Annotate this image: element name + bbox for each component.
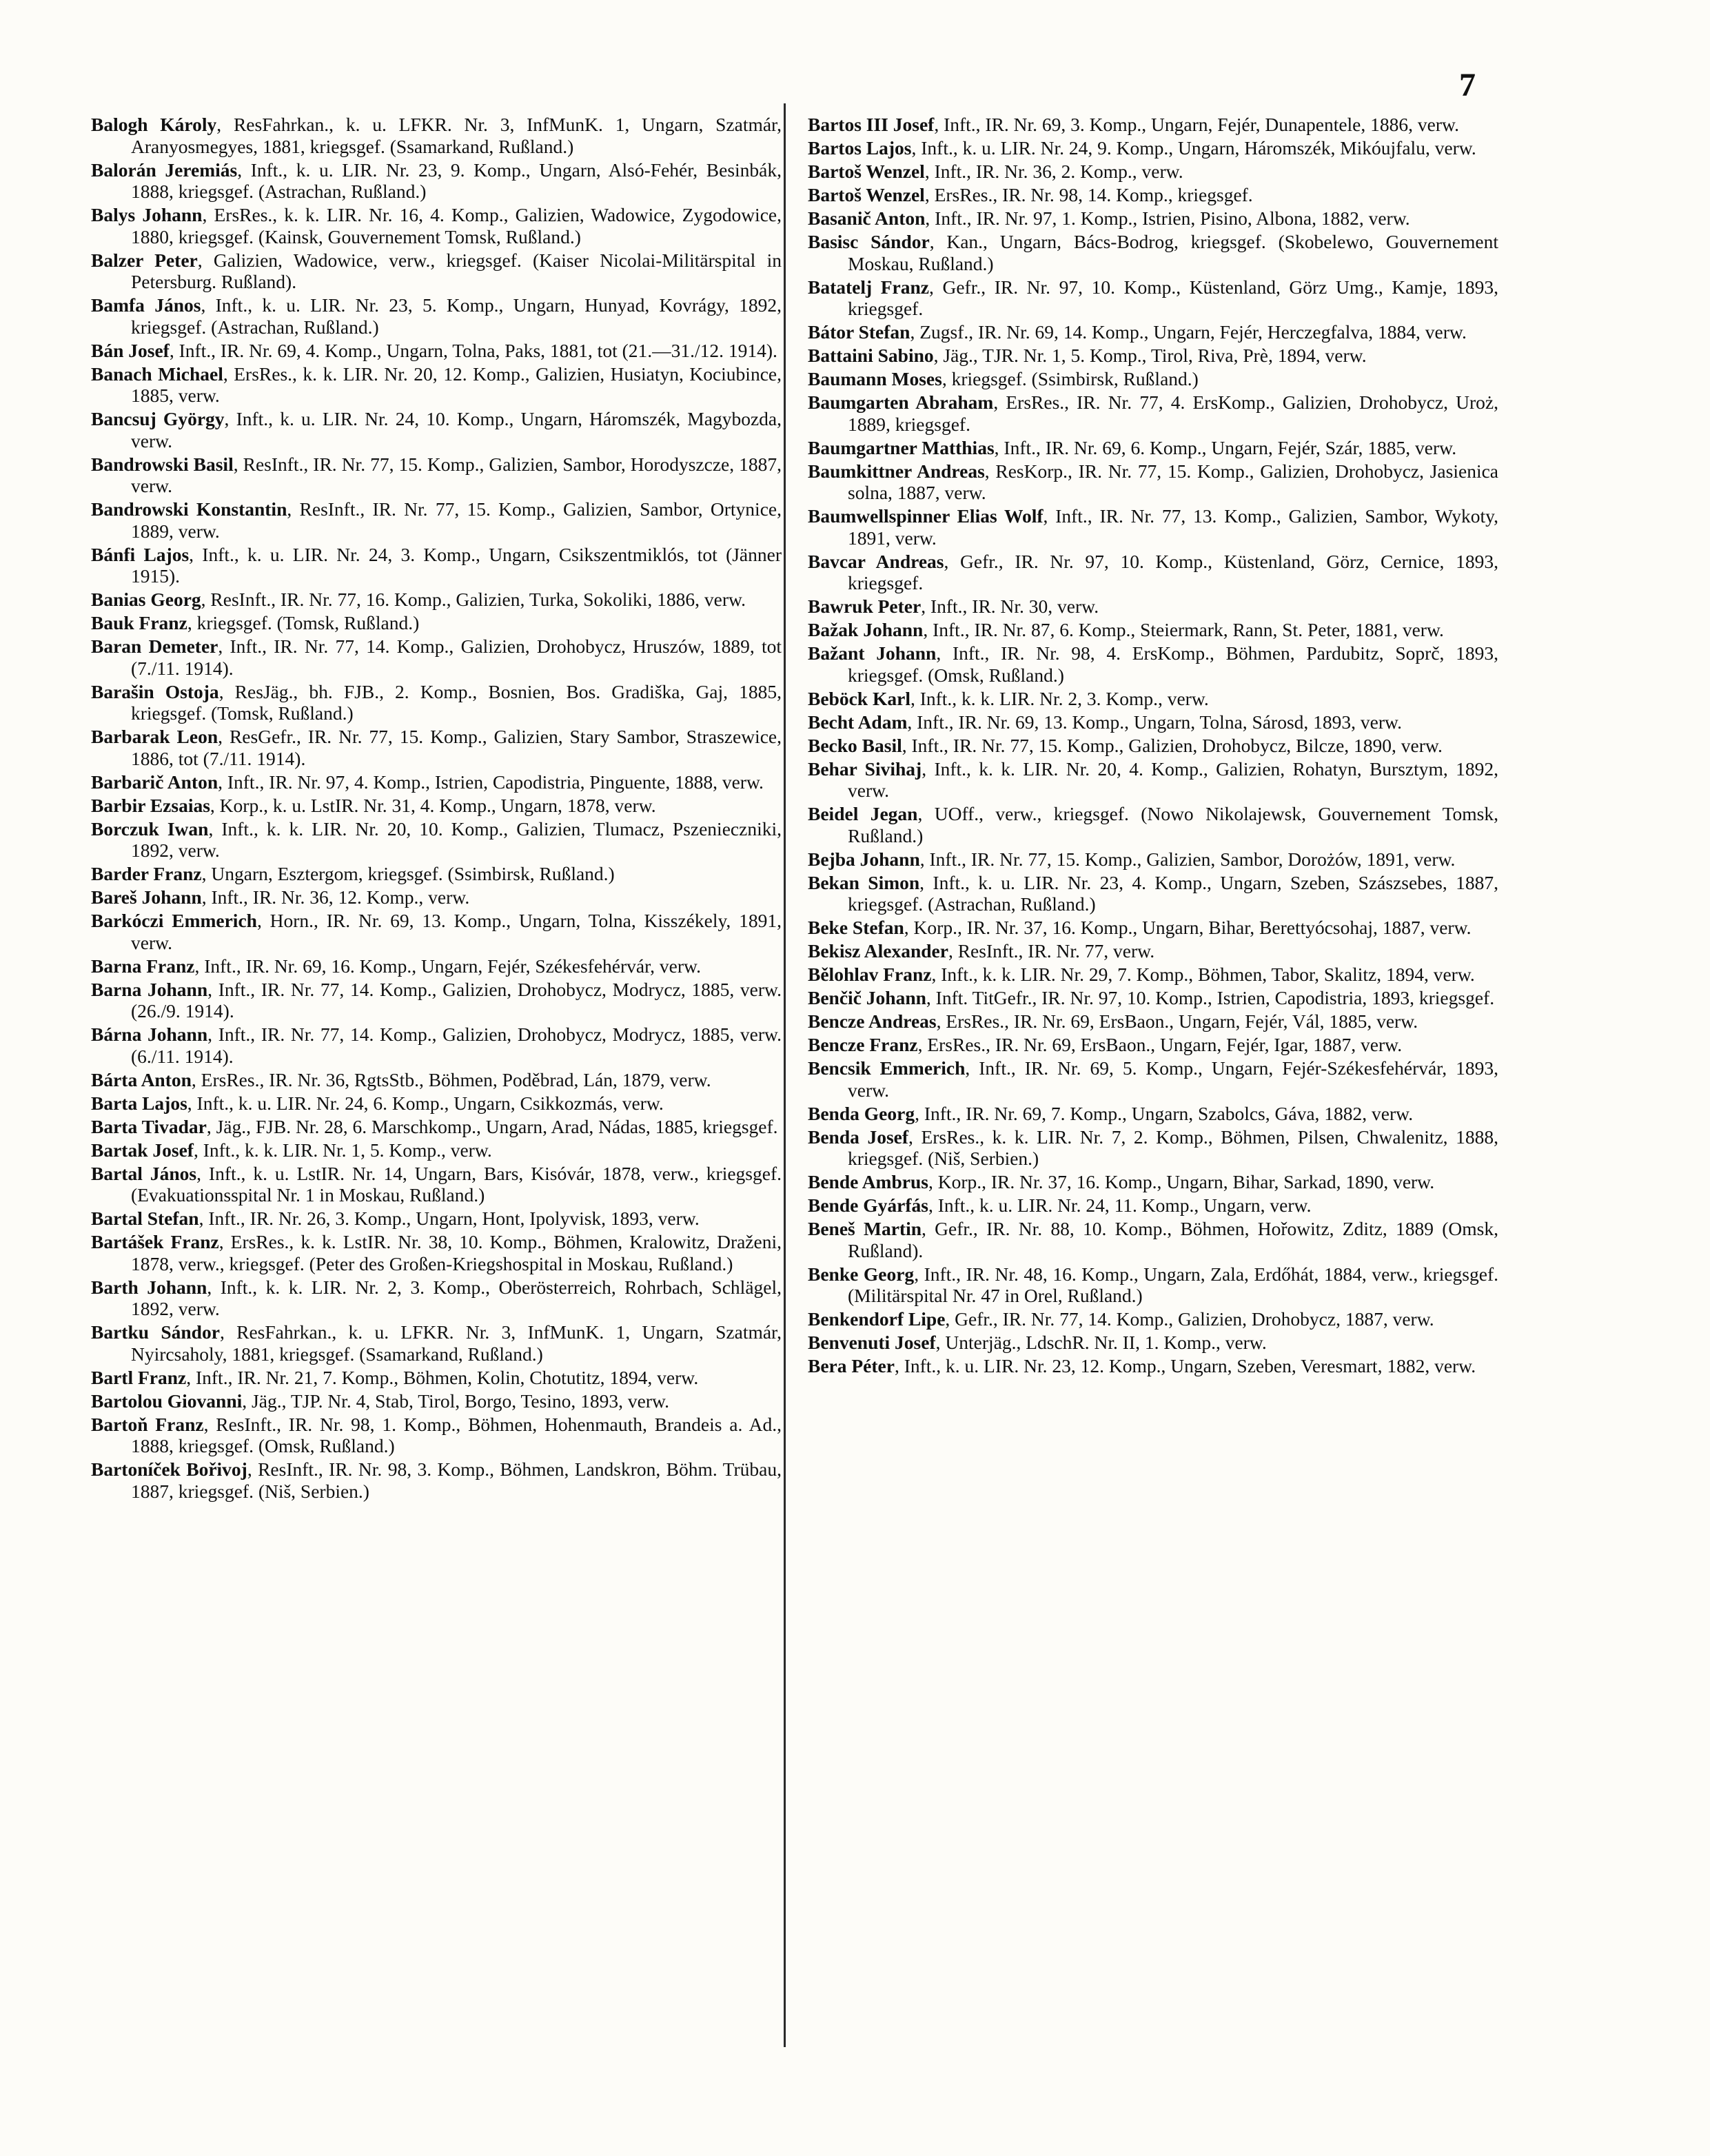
entry-name: Becht Adam [808,711,908,733]
register-entry [808,345,1498,367]
entry-details: , ErsRes., IR. Nr. 69, ErsBaon., Ungarn, Fejér, Igar, 1887, verw. [917,1034,1403,1055]
register-entry [91,159,782,203]
entry-details: , Inft., k. u. LIR. Nr. 24, 9. Komp., Ungarn, Háromszék, Mikóujfalu, verw. [911,137,1476,159]
register-entry [808,917,1498,939]
entry-details: , Korp., IR. Nr. 37, 16. Komp., Ungarn, Bihar, Sarkad, 1890, verw. [928,1171,1435,1192]
entry-name: Bárna Johann [91,1024,208,1045]
register-entry [91,886,782,908]
entry-name: Benke Georg [808,1263,915,1285]
register-entry [808,460,1498,504]
register-entry [808,137,1498,159]
entry-details: , Inft., k. u. LIR. Nr. 23, 5. Komp., Ungarn, Hunyad, Kovrágy, 1892, kriegsgef. (Astrachan, Rußland.) [131,294,782,338]
entry-name: Bamfa János [91,294,201,316]
register-entry [808,848,1498,871]
entry-name: Bende Ambrus [808,1171,928,1192]
entry-details: , Jäg., FJB. Nr. 28, 6. Marschkomp., Ungarn, Arad, Nádas, 1885, kriegsgef. [206,1115,778,1137]
entry-name: Balys Johann [91,204,203,225]
register-entry [91,726,782,769]
register-entry [808,231,1498,274]
entry-name: Borczuk Iwan [91,817,209,840]
entry-details: , ErsRes., IR. Nr. 36, RgtsStb., Böhmen, Poděbrad, Lán, 1879, verw. [191,1068,711,1090]
entry-name: Bartos Lajos [808,137,912,159]
entry-details: , ResInft., IR. Nr. 77, verw. [948,940,1155,962]
entry-details: , Inft., k. u. LIR. Nr. 23, 12. Komp., Ungarn, Szeben, Veresmart, 1882, verw. [894,1355,1476,1376]
register-entry [91,1069,782,1091]
entry-name: Barašin Ostoja [91,680,219,702]
entry-name: Behar Sivihaj [808,757,922,780]
register-entry [808,964,1498,986]
entry-name: Bartos III Josef [808,114,935,135]
entry-details: , Inft., IR. Nr. 77, 15. Komp., Galizien, Drohobycz, Bilcze, 1890, verw. [902,734,1443,756]
entry-name: Bartal Stefan [91,1208,199,1229]
entry-details: , Inft., k. k. LIR. Nr. 2, 3. Komp., verw. [910,687,1209,709]
register-entry [808,1218,1498,1261]
entry-details: , Unterjäg., LdschR. Nr. II, 1. Komp., verw. [935,1332,1267,1353]
entry-name: Bažant Johann [808,642,937,664]
register-entry [91,1414,782,1457]
register-entry [91,681,782,724]
entry-name: Barbarič Anton [91,771,218,793]
entry-details: , Inft., k. u. LIR. Nr. 24, 11. Komp., Ungarn, verw. [928,1194,1312,1216]
entry-name: Barna Johann [91,978,208,1000]
entry-details: , Inft., IR. Nr. 69, 4. Komp., Ungarn, Tolna, Paks, 1881, tot (21.—31./12. 1914). [169,339,777,361]
entry-name: Bartoníček Bořivoj [91,1458,247,1480]
register-entry [808,368,1498,390]
entry-name: Bartku Sándor [91,1321,220,1343]
entry-name: Banias Georg [91,589,201,610]
entry-name: Bán Josef [91,339,170,361]
entry-details: , Gefr., IR. Nr. 97, 10. Komp., Küstenland, Görz Umg., Kamje, 1893, kriegsgef. [848,276,1498,319]
entry-name: Barta Tivadar [91,1115,207,1137]
register-entry [808,758,1498,802]
register-entry [808,207,1498,230]
register-entry [91,979,782,1022]
entry-details: , Inft., k. u. LIR. Nr. 23, 4. Komp., Ungarn, Szeben, Szászsebes, 1887, kriegsgef. (Astrachan, Rußland.) [848,871,1498,915]
entry-name: Baumgarten Abraham [808,391,994,413]
entry-details: , Horn., IR. Nr. 69, 13. Komp., Ungarn, Tolna, Kisszékely, 1891, verw. [131,910,782,953]
entry-details: , ResInft., IR. Nr. 77, 16. Komp., Galizien, Turka, Sokoliki, 1886, verw. [201,589,746,610]
entry-name: Baran Demeter [91,635,218,657]
register-entry [808,184,1498,206]
entry-details: , Inft., k. k. LIR. Nr. 20, 10. Komp., Galizien, Tlumacz, Pszenieczniki, 1892, verw. [131,817,782,861]
register-entry [91,294,782,338]
entry-details: , Galizien, Wadowice, verw., kriegsgef. (Kaiser Nicolai-Militärspital in Petersburg. Rußland). [131,249,782,292]
entry-details: , ErsRes., k. k. LIR. Nr. 7, 2. Komp., Böhmen, Pilsen, Chwalenitz, 1888, kriegsgef. (Niš, Serbien.) [848,1126,1498,1169]
entry-details: , Inft., IR. Nr. 30, verw. [921,596,1099,617]
register-entry [808,276,1498,320]
entry-name: Baumgartner Matthias [808,436,995,458]
register-entry [91,1208,782,1230]
entry-details: , Inft. TitGefr., IR. Nr. 97, 10. Komp., Istrien, Capodistria, 1893, kriegsgef. [926,987,1495,1008]
register-entry [808,1010,1498,1033]
register-entry [91,250,782,293]
entry-name: Bartoš Wenzel [808,161,925,182]
entry-name: Bejba Johann [808,848,920,870]
register-entry [808,161,1498,183]
entry-name: Bartal János [91,1162,197,1184]
entry-name: Bartoň Franz [91,1413,204,1435]
entry-details: , Inft., IR. Nr. 77, 13. Komp., Galizien, Sambor, Wykoty, 1891, verw. [848,505,1499,549]
entry-details: , Inft., IR. Nr. 77, 15. Komp., Galizien, Sambor, Dorożów, 1891, verw. [919,848,1456,870]
entry-name: Bavcar Andreas [808,550,944,572]
entry-details: , ResFahrkan., k. u. LFKR. Nr. 3, InfMunK. 1, Ungarn, Szatmár, Nyircsaholy, 1881, kriegsgef. (Ssamarkand, Rußland.) [131,1321,782,1365]
entry-details: , kriegsgef. (Ssimbirsk, Rußland.) [941,368,1199,389]
register-entry [91,1390,782,1412]
register-entry [808,391,1498,435]
register-entry [91,498,782,542]
register-entry [808,1103,1498,1125]
entry-details: , ErsRes., IR. Nr. 77, 4. ErsKomp., Galizien, Drohobycz, Uroż, 1889, kriegsgef. [848,391,1499,435]
register-entry [91,340,782,362]
entry-details: , ResInft., IR. Nr. 77, 15. Komp., Galizien, Sambor, Horodyszcze, 1887, verw. [131,453,782,496]
register-entry [808,688,1498,710]
entry-name: Bawruk Peter [808,596,922,617]
entry-name: Benkendorf Lipe [808,1308,946,1330]
register-entry [808,596,1498,618]
register-entry [808,1126,1498,1170]
entry-details: , ResGefr., IR. Nr. 77, 15. Komp., Galizien, Stary Sambor, Straszewice, 1886, tot (7./11. 1914). [131,726,782,769]
register-entry [91,910,782,953]
register-entry [91,771,782,793]
register-entry [91,1024,782,1067]
entry-name: Baumkittner Andreas [808,460,985,482]
entry-details: , Inft., k. k. LIR. Nr. 1, 5. Komp., verw. [193,1139,492,1161]
entry-details: , Inft., IR. Nr. 87, 6. Komp., Steiermark, Rann, St. Peter, 1881, verw. [923,619,1444,640]
entry-name: Battaini Sabino [808,345,934,366]
entry-details: , ResInft., IR. Nr. 98, 3. Komp., Böhmen, Landskron, Böhm. Trübau, 1887, kriegsgef. (Niš, Serbien.) [131,1458,782,1502]
entry-name: Barbir Ezsaias [91,794,210,816]
entry-name: Becko Basil [808,734,902,756]
entry-details: , Inft., IR. Nr. 69, 13. Komp., Ungarn, Tolna, Sárosd, 1893, verw. [907,711,1402,733]
entry-name: Bauk Franz [91,612,187,633]
entry-details: , Inft., k. k. LIR. Nr. 29, 7. Komp., Böhmen, Tabor, Skalitz, 1894, verw. [931,964,1475,985]
entry-details: , Ungarn, Esztergom, kriegsgef. (Ssimbirsk, Rußland.) [201,863,615,884]
entry-name: Bandrowski Basil [91,453,234,475]
page-number: 7 [1459,67,1476,103]
entry-name: Bartl Franz [91,1366,187,1388]
entry-name: Banach Michael [91,363,223,385]
entry-details: , Inft., IR. Nr. 48, 16. Komp., Ungarn, Zala, Erdőhát, 1884, verw., kriegsgef. (Militärspital Nr. 47 in Orel, Rußland.) [848,1263,1498,1306]
register-entry [91,955,782,977]
entry-name: Bencze Franz [808,1034,918,1055]
entry-name: Basisc Sándor [808,231,930,252]
register-entry [808,1263,1498,1307]
entry-details: , UOff., verw., kriegsgef. (Nowo Nikolajewsk, Gouvernement Tomsk, Rußland.) [848,803,1498,846]
register-entry [91,635,782,679]
entry-details: , Inft., k. u. LIR. Nr. 24, 3. Komp., Ungarn, Csikszentmiklós, tot (Jänner 1915). [131,543,782,587]
register-entry [91,1277,782,1320]
entry-details: , ErsRes., IR. Nr. 69, ErsBaon., Ungarn, Fejér, Vál, 1885, verw. [936,1010,1418,1032]
entry-details: , Inft., IR. Nr. 26, 3. Komp., Ungarn, Hont, Ipolyvisk, 1893, verw. [199,1208,700,1229]
register-entry [808,987,1498,1009]
register-entry [808,803,1498,846]
entry-name: Bera Péter [808,1355,895,1376]
register-entry [91,612,782,634]
entry-name: Bažak Johann [808,619,924,640]
entry-name: Beneš Martin [808,1218,922,1239]
entry-details: , Jäg., TJP. Nr. 4, Stab, Tirol, Borgo, Tesino, 1893, verw. [242,1390,669,1412]
entry-name: Basanič Anton [808,207,926,229]
entry-details: , Inft., k. k. LIR. Nr. 2, 3. Komp., Oberösterreich, Rohrbach, Schlägel, 1892, verw. [131,1276,782,1319]
entry-details: , Gefr., IR. Nr. 88, 10. Komp., Böhmen, Hořowitz, Zditz, 1889 (Omsk, Rußland). [848,1218,1498,1261]
entry-name: Bende Gyárfás [808,1194,928,1216]
register-entry [91,1321,782,1365]
entry-name: Batatelj Franz [808,276,930,298]
entry-details: , Zugsf., IR. Nr. 69, 14. Komp., Ungarn, Fejér, Herczegfalva, 1884, verw. [910,321,1467,343]
entry-details: , Inft., IR. Nr. 77, 14. Komp., Galizien, Drohobycz, Hruszów, 1889, tot (7./11. 1914). [131,635,782,679]
entry-details: , Inft., IR. Nr. 36, 12. Komp., verw. [201,886,470,908]
entry-name: Barder Franz [91,863,202,884]
register-entry [808,505,1498,549]
entry-name: Bandrowski Konstantin [91,498,287,520]
entry-name: Beböck Karl [808,687,910,709]
entry-name: Bencze Andreas [808,1010,937,1032]
entry-details: , ErsRes., k. k. LIR. Nr. 16, 4. Komp., Galizien, Wadowice, Zygodowice, 1880, kriegsgef. (Kainsk, Gouvernement Tomsk, Rußland.) [131,204,782,247]
entry-details: , Korp., IR. Nr. 37, 16. Komp., Ungarn, Bihar, Berettyócsohaj, 1887, verw. [904,917,1472,938]
entry-name: Bancsuj György [91,408,225,429]
register-entry [91,544,782,587]
entry-details: , Korp., k. u. LstIR. Nr. 31, 4. Komp., Ungarn, 1878, verw. [210,794,656,816]
register-entry [808,1057,1498,1101]
register-entry [91,363,782,407]
entry-details: , Inft., IR. Nr. 97, 1. Komp., Istrien, Pisino, Albona, 1882, verw. [925,207,1410,229]
entry-details: , Gefr., IR. Nr. 77, 14. Komp., Galizien, Drohobycz, 1887, verw. [945,1308,1434,1330]
entry-name: Bělohlav Franz [808,964,932,985]
register-entry [91,1458,782,1502]
entry-name: Barkóczi Emmerich [91,910,257,931]
entry-details: , ResJäg., bh. FJB., 2. Komp., Bosnien, Bos. Gradiška, Gaj, 1885, kriegsgef. (Tomsk, Rußland.) [131,680,782,724]
entry-details: , Inft., IR. Nr. 98, 4. ErsKomp., Böhmen, Pardubitz, Soprč, 1893, kriegsgef. (Omsk, Rußland.) [848,642,1498,686]
entry-details: , Inft., IR. Nr. 21, 7. Komp., Böhmen, Kolin, Chotutitz, 1894, verw. [186,1366,699,1388]
register-entry [808,1332,1498,1354]
entry-details: , Inft., IR. Nr. 97, 4. Komp., Istrien, Capodistria, Pinguente, 1888, verw. [218,771,764,793]
entry-name: Balogh Károly [91,114,217,135]
register-entry [808,1308,1498,1330]
entry-name: Beke Stefan [808,917,904,938]
entry-details: , Inft., k. u. LIR. Nr. 23, 9. Komp., Ungarn, Alsó-Fehér, Besinbák, 1888, kriegsgef. (Astrachan, Rußland.) [131,159,782,202]
register-entry [91,1231,782,1274]
register-entry [808,642,1498,686]
entry-details: , Inft., IR. Nr. 69, 3. Komp., Ungarn, Fejér, Dunapentele, 1886, verw. [934,114,1459,135]
entry-details: , ErsRes., k. k. LIR. Nr. 20, 12. Komp., Galizien, Husiatyn, Kociubince, 1885, verw. [131,363,782,406]
entry-name: Bátor Stefan [808,321,910,343]
entry-name: Barna Franz [91,955,195,977]
register-entry [91,863,782,885]
entry-details: , Inft., IR. Nr. 69, 5. Komp., Ungarn, Fejér-Székesfehérvár, 1893, verw. [848,1057,1498,1101]
register-entry [808,321,1498,343]
entry-name: Bartášek Franz [91,1231,219,1252]
entry-name: Bárta Anton [91,1068,192,1090]
register-entry [808,1355,1498,1377]
register-entry [808,872,1498,915]
entry-name: Bánfi Lajos [91,543,190,565]
entry-details: , Inft., IR. Nr. 69, 7. Komp., Ungarn, Szabolcs, Gáva, 1882, verw. [915,1102,1414,1124]
entry-details: , Inft., IR. Nr. 69, 16. Komp., Ungarn, Fejér, Székesfehérvár, verw. [194,955,701,977]
entry-name: Barth Johann [91,1276,207,1298]
entry-details: , Kan., Ungarn, Bács-Bodrog, kriegsgef. (Skobelewo, Gouvernement Moskau, Rußland.) [848,231,1498,274]
register-entry [91,1367,782,1389]
register-entry [808,619,1498,641]
register-entry [91,204,782,247]
register-entry [808,735,1498,757]
register-entry [91,1092,782,1115]
register-entry [808,1034,1498,1056]
entry-details: , Inft., IR. Nr. 77, 14. Komp., Galizien, Drohobycz, Modrycz, 1885, verw. (6./11. 1914). [131,1024,782,1067]
entry-details: , Inft., k. u. LstIR. Nr. 14, Ungarn, Bars, Kisóvár, 1878, verw., kriegsgef. (Evakuationsspital Nr. 1 in Moskau, Rußland.) [131,1162,782,1206]
column-divider [784,103,786,2047]
entry-name: Benda Josef [808,1126,909,1148]
register-entry [808,114,1498,136]
entry-name: Bareš Johann [91,886,202,908]
entry-name: Baumwellspinner Elias Wolf [808,505,1044,527]
register-entry [91,818,782,862]
entry-details: , ResFahrkan., k. u. LFKR. Nr. 3, InfMunK. 1, Ungarn, Szatmár, Aranyosmegyes, 1881, kriegsgef. (Ssamarkand, Rußland.) [131,114,782,157]
register-entry [91,795,782,817]
entry-name: Bartak Josef [91,1139,194,1161]
entry-name: Bekisz Alexander [808,940,948,962]
entry-details: , ResInft., IR. Nr. 98, 1. Komp., Böhmen, Hohenmauth, Brandeis a. Ad., 1888, kriegsgef. (Omsk, Rußland.) [131,1413,782,1456]
entry-name: Barta Lajos [91,1092,187,1114]
entry-details: , Inft., k. u. LIR. Nr. 24, 6. Komp., Ungarn, Csikkozmás, verw. [187,1092,664,1114]
entry-details: , Jäg., TJR. Nr. 1, 5. Komp., Tirol, Riva, Prè, 1894, verw. [933,345,1367,366]
entry-name: Balzer Peter [91,249,198,271]
entry-name: Benda Georg [808,1102,915,1124]
left-column [91,114,782,1504]
register-entry [808,437,1498,459]
entry-details: , ErsRes., IR. Nr. 98, 14. Komp., kriegsgef. [924,184,1253,205]
register-entry [808,1194,1498,1217]
entry-details: , ResInft., IR. Nr. 77, 15. Komp., Galizien, Sambor, Ortynice, 1889, verw. [131,498,782,542]
register-entry [91,1139,782,1161]
entry-name: Balorán Jeremiás [91,159,238,181]
entry-name: Bencsik Emmerich [808,1057,966,1079]
register-entry [808,940,1498,962]
register-entry [91,1163,782,1206]
entry-details: , ErsRes., k. k. LstIR. Nr. 38, 10. Komp., Böhmen, Kralowitz, Draženi, 1878, verw., kriegsgef. (Peter des Großen-Kriegshospital in Moskau, Rußland.) [131,1231,782,1274]
entry-details: , kriegsgef. (Tomsk, Rußland.) [187,612,420,633]
entry-details: , Inft., k. k. LIR. Nr. 20, 4. Komp., Galizien, Rohatyn, Bursztym, 1892, verw. [848,757,1499,801]
entry-name: Beidel Jegan [808,803,918,824]
entry-details: , Inft., k. u. LIR. Nr. 24, 10. Komp., Ungarn, Háromszék, Magybozda, verw. [131,408,782,451]
register-entry [808,551,1498,594]
entry-details: , Gefr., IR. Nr. 97, 10. Komp., Küstenland, Görz, Cernice, 1893, kriegsgef. [848,550,1498,593]
register-entry [91,408,782,451]
entry-name: Benčič Johann [808,987,926,1008]
entry-details: , ResKorp., IR. Nr. 77, 15. Komp., Galizien, Drohobycz, Jasienica solna, 1887, verw. [848,460,1498,503]
register-entry [91,454,782,497]
entry-details: , Inft., IR. Nr. 36, 2. Komp., verw. [924,161,1183,182]
entry-name: Bartoš Wenzel [808,184,925,205]
entry-name: Barbarak Leon [91,726,218,747]
entry-details: , Inft., IR. Nr. 77, 14. Komp., Galizien, Drohobycz, Modrycz, 1885, verw. (26./9. 1914). [131,978,782,1021]
right-column [808,114,1498,1379]
register-entry [808,711,1498,733]
entry-name: Bartolou Giovanni [91,1390,243,1412]
register-entry [91,1116,782,1138]
entry-name: Benvenuti Josef [808,1332,936,1353]
register-entry [91,589,782,611]
entry-details: , Inft., IR. Nr. 69, 6. Komp., Ungarn, Fejér, Szár, 1885, verw. [994,436,1457,458]
entry-name: Bekan Simon [808,871,920,893]
register-entry [808,1171,1498,1193]
entry-name: Baumann Moses [808,368,942,389]
register-entry [91,114,782,157]
